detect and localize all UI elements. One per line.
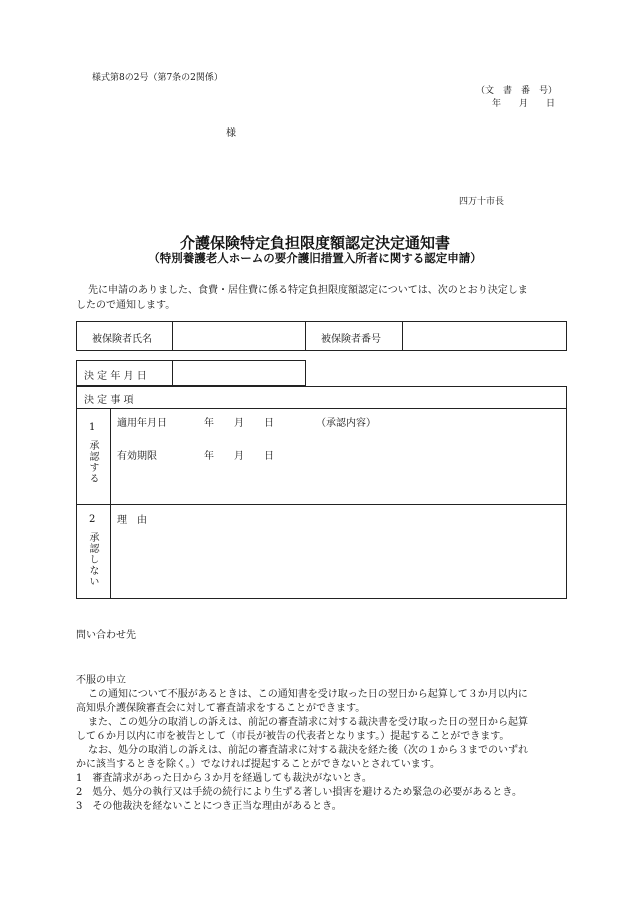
issue-date: 年 月 日 [492,99,556,109]
intro-line-2: したので通知します。 [76,300,176,311]
decision-date-field[interactable] [174,362,304,384]
document-number: （文 書 番 号） [476,86,558,96]
valid-period-label: 有効期限 [117,451,157,462]
decision-items-label: 決 定 事 項 [84,395,134,406]
objection-p3-line2: かに該当するときを除く。）でなければ提起することができないとされています。 [76,759,440,770]
objection-heading: 不服の申立 [76,675,126,686]
reason-label: 理 由 [117,515,147,526]
objection-item-3: 3 その他裁決を経ないことにつき正当な理由があるとき。 [76,801,342,812]
approval-content-label: （承認内容） [316,418,376,429]
decision-date-label: 決 定 年 月 日 [84,371,147,382]
insured-name-label: 被保険者氏名 [92,334,152,345]
objection-p3-line1: なお、処分の取消しの訴えは、前記の審査請求に対する裁決を経た後（次の１から３までのいずれ [88,745,528,756]
insured-number-label: 被保険者番号 [321,334,381,345]
insured-name-field[interactable] [174,323,303,349]
document-title: 介護保険特定負担限度額認定決定通知書 [179,234,450,252]
intro-line-1: 先に申請のありました、食費・居住費に係る特定負担限度額認定については、次のとおり決定しま [88,285,528,296]
objection-item-2: 2 処分、処分の執行又は手続の続行により生ずる著しい損害を避けるため緊急の必要があるとき。 [76,787,522,798]
form-number: 様式第8の2号（第7条の2関係） [92,73,223,83]
applied-date-value[interactable]: 年 月 日 [204,418,274,429]
issuer-name: 四万十市長 [459,197,505,207]
objection-p1-line2: 高知県介護保険審査会に対して審査請求をすることができます。 [76,703,366,714]
applied-date-label: 適用年月日 [117,418,167,429]
approve-label: 承認する [87,440,98,484]
objection-item-1: 1 審査請求があった日から３か月を経過しても裁決がないとき。 [76,773,372,784]
contact-label: 問い合わせ先 [76,630,136,641]
objection-p1-line1: この通知について不服があるときは、この通知書を受け取った日の翌日から起算して３か月以内に [88,689,528,700]
reason-field[interactable] [112,526,565,597]
objection-p2-line2: して６か月以内に市を被告として（市長が被告の代表者となります。）提起することができます。 [76,731,510,742]
objection-p2-line1: また、この処分の取消しの訴えは、前記の審査請求に対する裁決書を受け取った日の翌日から起算 [88,717,528,728]
valid-period-value[interactable]: 年 月 日 [204,451,274,462]
disapprove-number: 2 [89,514,96,525]
addressee-suffix: 様 [226,128,236,139]
insured-number-field[interactable] [404,323,565,349]
disapprove-label: 承認しない [87,532,98,587]
approve-number: 1 [89,422,96,433]
document-subtitle: （特別養護老人ホームの要介護旧措置入所者に関する認定申請） [148,251,482,265]
